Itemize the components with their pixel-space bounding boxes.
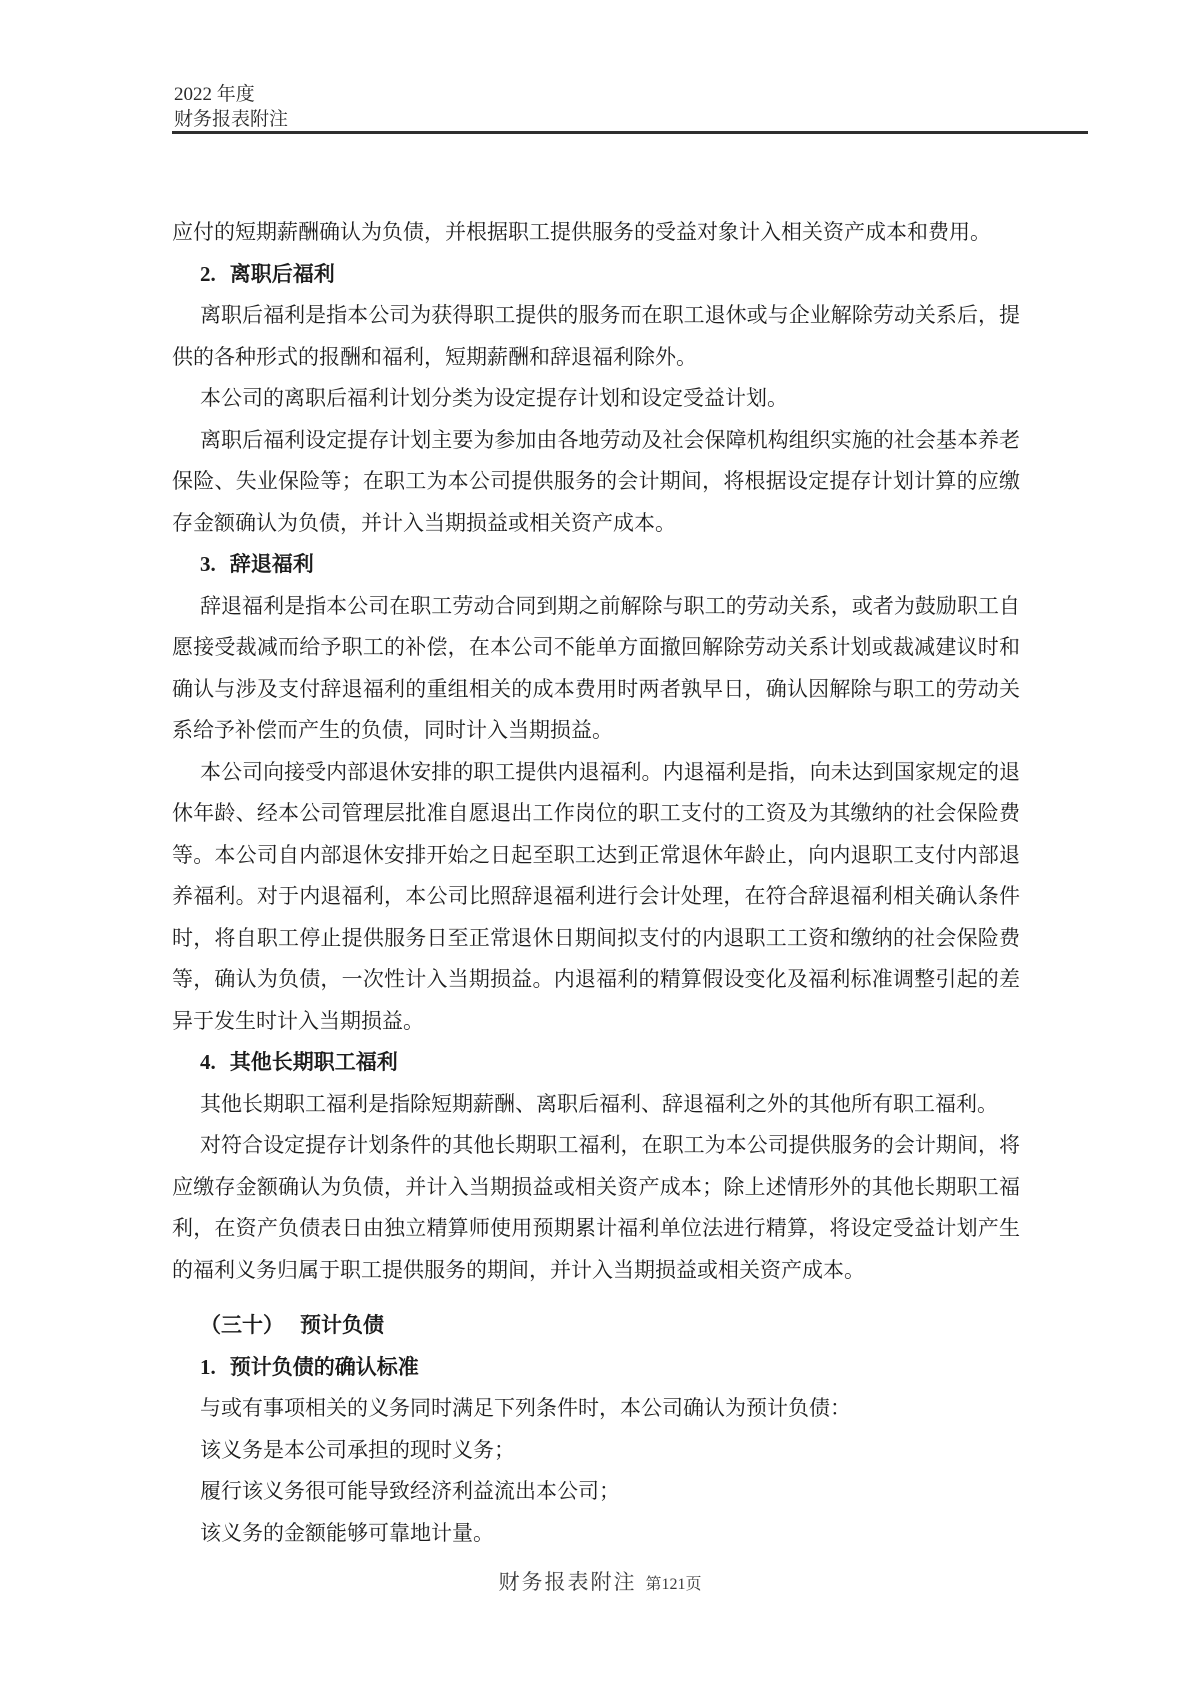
numbered-heading: [172, 254, 1020, 296]
heading-number: （三十）: [200, 1313, 284, 1337]
page-footer: [0, 1566, 1200, 1596]
footer-title: 财务报表附注: [498, 1570, 637, 1594]
heading-number: 3.: [200, 552, 216, 576]
paragraph: 该义务的金额能够可靠地计量。: [200, 1520, 494, 1545]
paragraph: 离职后福利是指本公司为获得职工提供的服务而在职工退休或与企业解除劳动关系后，提供的各种形式的报酬和福利，短期薪酬和辞退福利除外。: [172, 303, 1020, 369]
paragraph: 该义务是本公司承担的现时义务；: [200, 1437, 515, 1462]
paragraph: 与或有事项相关的义务同时满足下列条件时，本公司确认为预计负债：: [200, 1396, 851, 1420]
heading-number: 4.: [200, 1050, 216, 1074]
section-heading: [172, 1305, 1020, 1347]
heading-text: 预计负债: [300, 1313, 384, 1337]
paragraph: 对符合设定提存计划条件的其他长期职工福利，在职工为本公司提供服务的会计期间，将应缴存金额确认为负债，并计入当期损益或相关资产成本；除上述情形外的其他长期职工福利，在资产负债表日由独立精算师使用预期累计福利单位法进行精算，将设定受益计划产生的福利义务归属于职工提供服务的期间，并计入当期损益或相关资产成本。: [172, 1133, 1020, 1282]
heading-number: 1.: [200, 1354, 216, 1379]
paragraph: 本公司向接受内部退休安排的职工提供内退福利。内退福利是指，向未达到国家规定的退休年龄、经本公司管理层批准自愿退出工作岗位的职工支付的工资及为其缴纳的社会保险费等。本公司自内部退休安排开始之日起至职工达到正常退休年龄止，向内退职工支付内部退养福利。对于内退福利，本公司比照辞退福利进行会计处理，在符合辞退福利相关确认条件时，将自职工停止提供服务日至正常退休日期间拟支付的内退职工工资和缴纳的社会保险费等，确认为负债，一次性计入当期损益。内退福利的精算假设变化及福利标准调整引起的差异于发生时计入当期损益。: [172, 759, 1020, 1033]
heading-number: 2.: [200, 261, 216, 286]
heading-text: 辞退福利: [229, 552, 314, 576]
numbered-heading: [172, 1347, 1020, 1389]
document-body: [172, 212, 1020, 1554]
paragraph: 应付的短期薪酬确认为负债，并根据职工提供服务的受益对象计入相关资产成本和费用。: [172, 220, 991, 244]
paragraph: 辞退福利是指本公司在职工劳动合同到期之前解除与职工的劳动关系，或者为鼓励职工自愿接受裁减而给予职工的补偿，在本公司不能单方面撤回解除劳动关系计划或裁减建议时和确认与涉及支付辞退福利的重组相关的成本费用时两者孰早日，确认因解除与职工的劳动关系给予补偿而产生的负债，同时计入当期损益。: [172, 593, 1020, 742]
paragraph: 履行该义务很可能导致经济利益流出本公司；: [200, 1479, 620, 1503]
header-title: 财务报表附注: [174, 109, 289, 130]
numbered-heading: [172, 1042, 1020, 1084]
header-year: 2022 年度: [174, 84, 255, 105]
page-header: [174, 82, 288, 132]
paragraph: 其他长期职工福利是指除短期薪酬、离职后福利、辞退福利之外的其他所有职工福利。: [200, 1091, 998, 1116]
header-divider: [172, 131, 1088, 134]
paragraph: 离职后福利设定提存计划主要为参加由各地劳动及社会保障机构组织实施的社会基本养老保险、失业保险等；在职工为本公司提供服务的会计期间，将根据设定提存计划计算的应缴存金额确认为负债，并计入当期损益或相关资产成本。: [172, 427, 1020, 535]
heading-text: 离职后福利: [229, 261, 335, 286]
paragraph: 本公司的离职后福利计划分类为设定提存计划和设定受益计划。: [200, 386, 788, 410]
footer-page-number: 第121页: [645, 1576, 702, 1593]
heading-text: 其他长期职工福利: [229, 1050, 398, 1074]
numbered-heading: [172, 544, 1020, 586]
heading-text: 预计负债的确认标准: [229, 1354, 419, 1379]
